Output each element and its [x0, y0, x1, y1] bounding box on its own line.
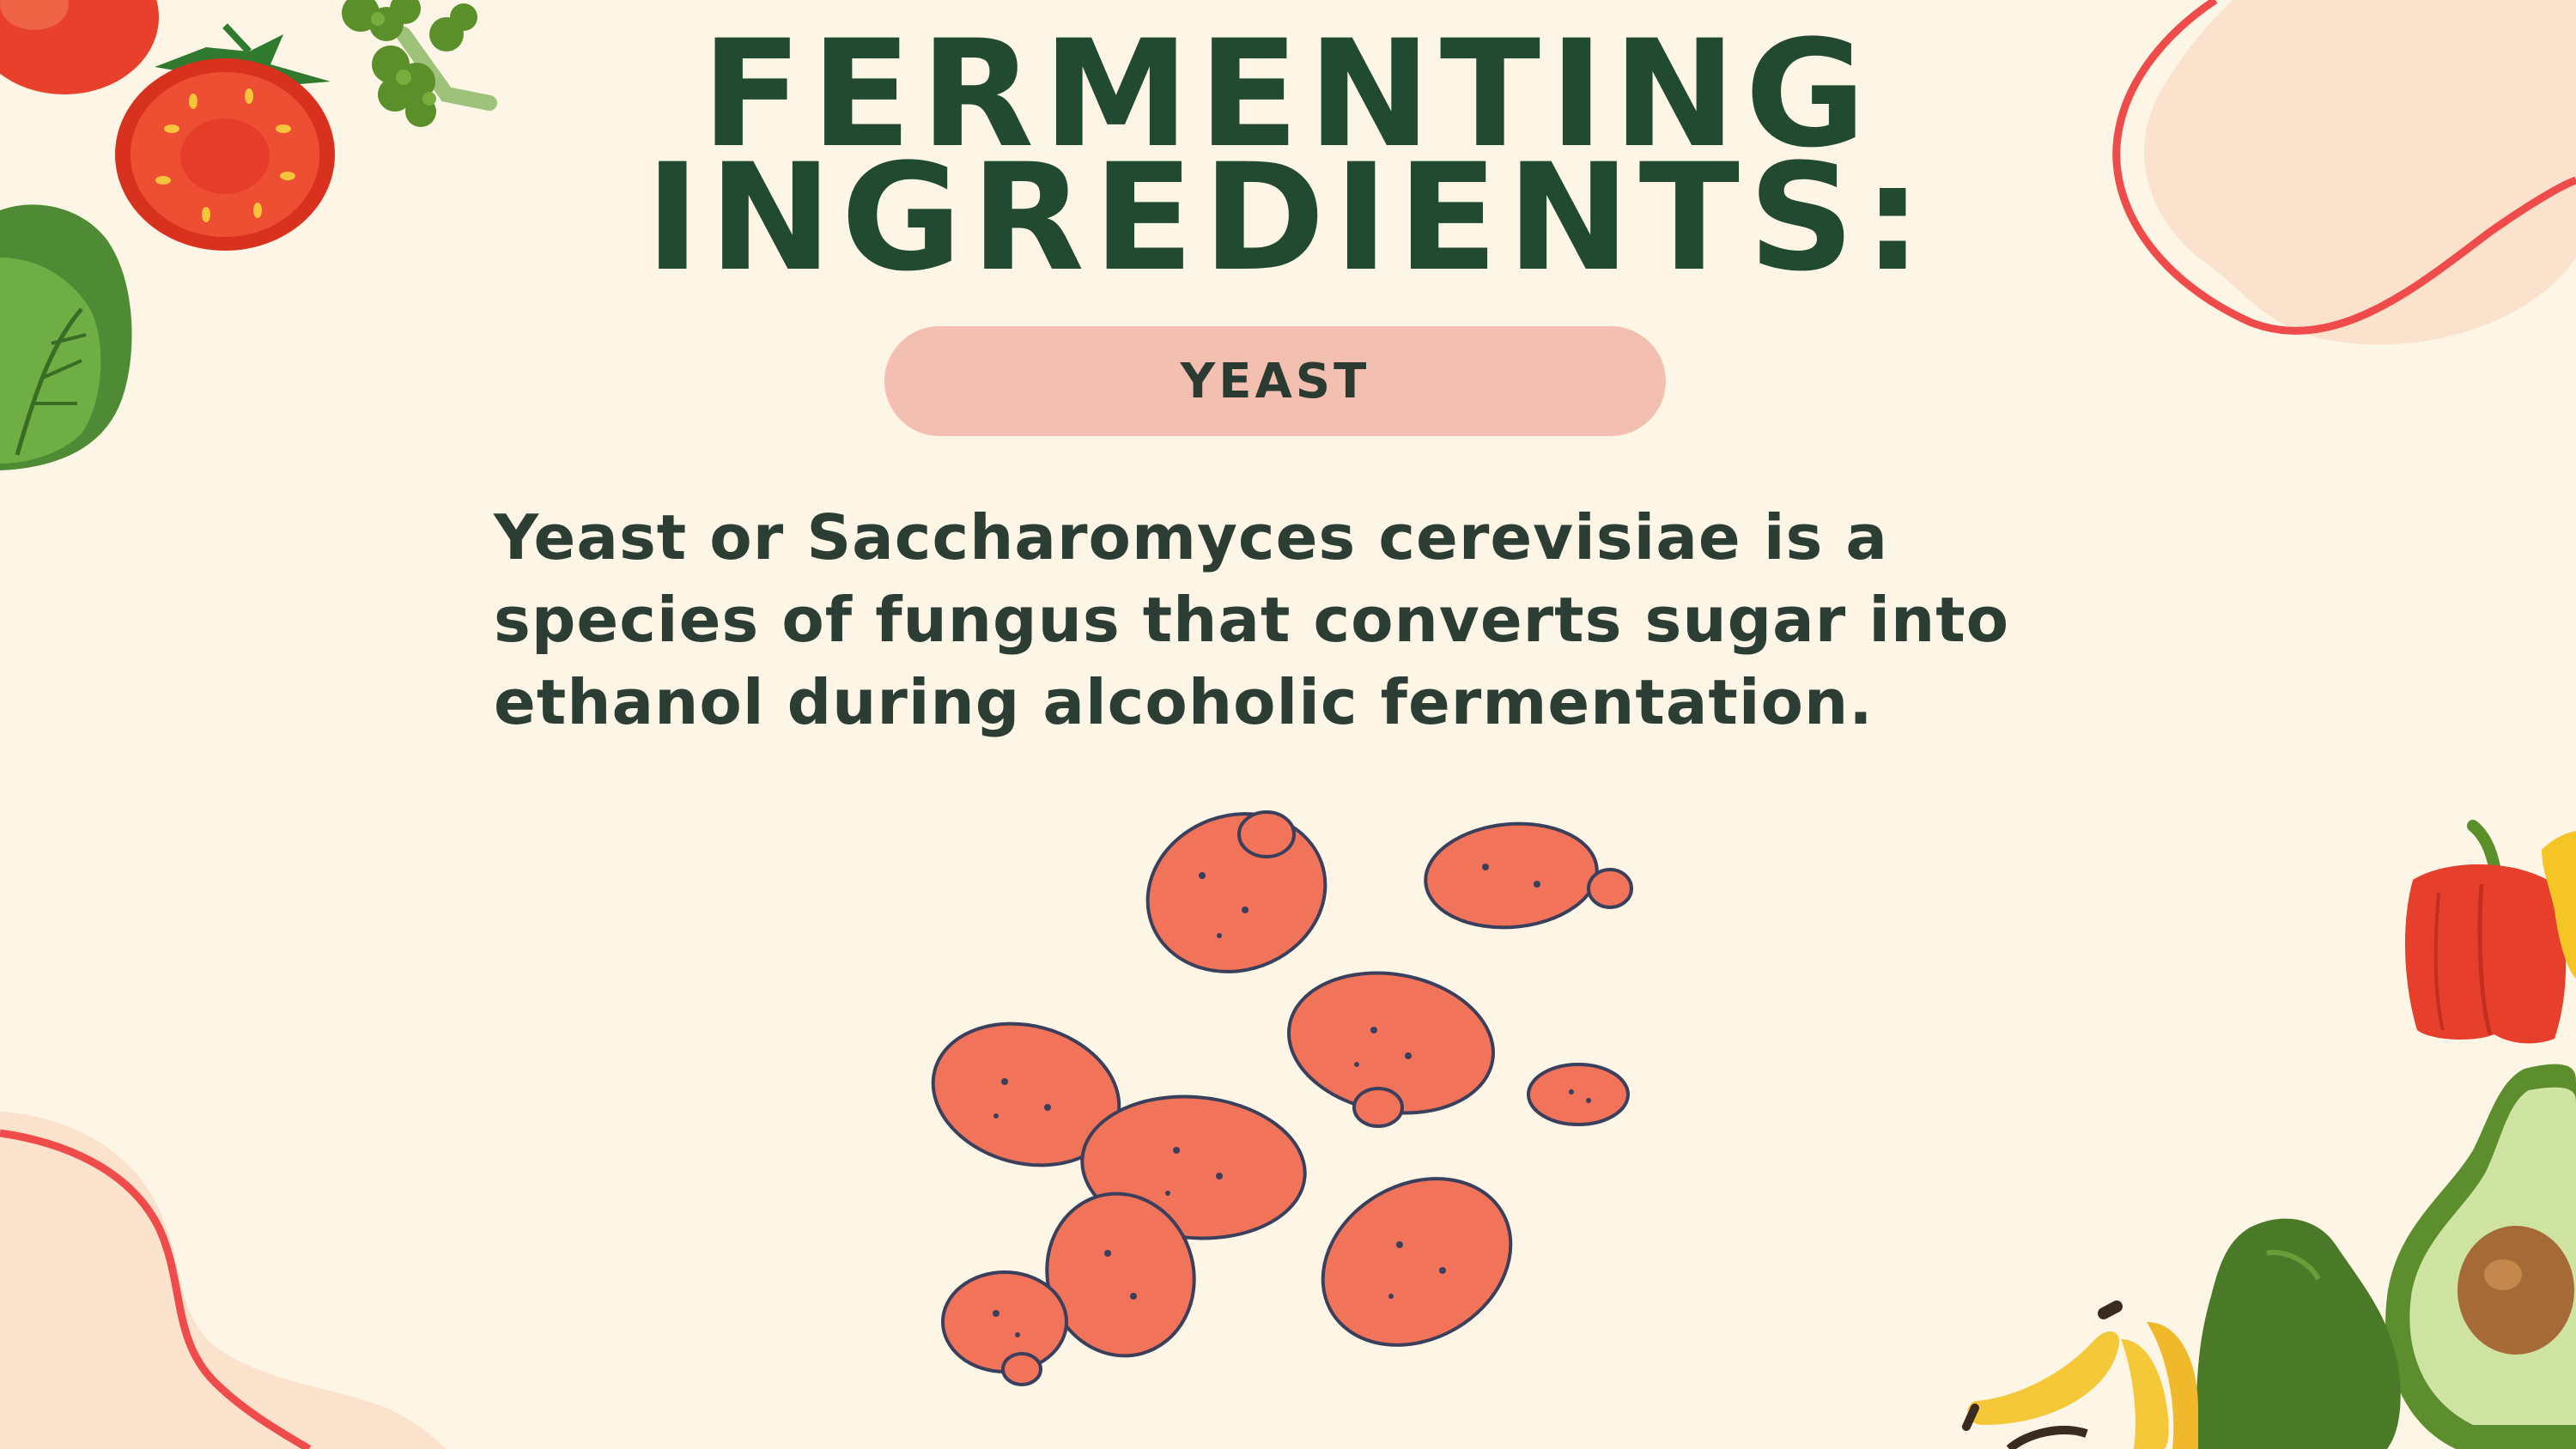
yeast-tag-label: YEAST: [1180, 353, 1370, 409]
yeast-cell: [1589, 870, 1631, 907]
yeast-cell: [1126, 790, 1348, 997]
yeast-cell: [1528, 1064, 1628, 1125]
yeast-cell: [1421, 817, 1601, 935]
yeast-cell: [1354, 1088, 1402, 1126]
yeast-cell: [943, 1272, 1066, 1372]
yeast-cell: [1239, 812, 1294, 857]
yeast-tag: [884, 326, 1666, 436]
title-line-1: FERMENTING: [701, 8, 1875, 180]
yeast-cell: [1003, 1354, 1041, 1385]
yeast-cell: [1292, 1146, 1540, 1379]
title-line-2: INGREDIENTS:: [645, 131, 1931, 304]
description-text: Yeast or Saccharomyces cerevisiae is a species of fungus that converts sugar into ethanol during alcoholic fermentation.: [494, 501, 2010, 738]
